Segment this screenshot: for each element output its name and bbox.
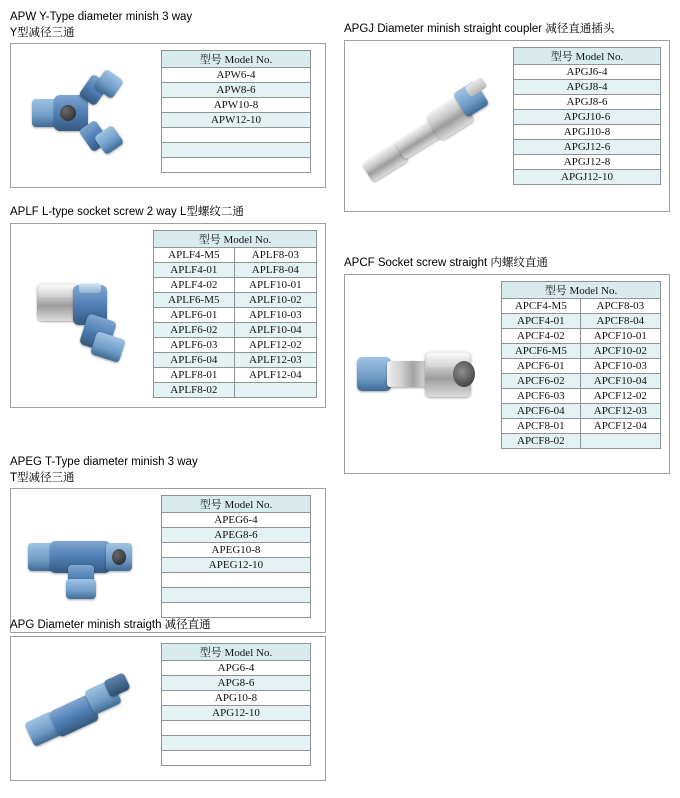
table-row: APLF4-02 APLF10-01 — [154, 278, 317, 293]
table-row: APGJ10-8 — [514, 125, 661, 140]
table-row — [162, 588, 311, 603]
fitting-thread-hole — [453, 361, 475, 387]
table-row: APGJ12-8 — [514, 155, 661, 170]
table-row: APGJ6-4 — [514, 65, 661, 80]
table-row: APLF8-02 — [154, 383, 317, 398]
table-row: APGJ8-6 — [514, 95, 661, 110]
table-row: APLF6-M5 APLF10-02 — [154, 293, 317, 308]
product-title-aplf: APLF L-type socket screw 2 way L型螺纹二通 — [10, 206, 244, 218]
product-image-apw — [11, 44, 161, 187]
product-image-apeg — [11, 489, 161, 632]
table-row — [162, 751, 311, 766]
fitting-collet-down — [66, 579, 96, 599]
product-title-apw: APW Y-Type diameter minish 3 way Y型减径三通 — [10, 11, 193, 39]
table-row: APW8-6 — [162, 83, 311, 98]
table-row: APGJ8-4 — [514, 80, 661, 95]
fitting-port-hole — [60, 105, 76, 121]
table-row: APGJ12-6 — [514, 140, 661, 155]
model-table-aplf — [153, 230, 317, 398]
table-row: APG10-8 — [162, 691, 311, 706]
table-header-row — [154, 231, 317, 248]
model-table-apg — [161, 643, 311, 766]
table-row: APLF4-M5 APLF8-03 — [154, 248, 317, 263]
table-row — [162, 721, 311, 736]
table-row — [162, 128, 311, 143]
table-row: APW10-8 — [162, 98, 311, 113]
fitting-hex-facet — [39, 285, 75, 297]
table-header-model: 型号 Model No. — [514, 48, 661, 65]
table-row: APCF6-03 APCF12-02 — [502, 389, 661, 404]
fitting-port-hole — [112, 549, 126, 565]
table-row: APCF6-01 APCF10-03 — [502, 359, 661, 374]
table-row: APW6-4 — [162, 68, 311, 83]
product-panel-apw — [10, 43, 326, 188]
product-panel-apeg — [10, 488, 326, 633]
product-image-apcf — [345, 275, 501, 473]
table-header-model: 型号 Model No. — [154, 231, 317, 248]
table-row: APLF6-03 APLF12-02 — [154, 338, 317, 353]
product-block-apg — [10, 618, 326, 781]
table-row — [162, 573, 311, 588]
table-row: APCF6-04 APCF12-03 — [502, 404, 661, 419]
product-block-apgj — [344, 22, 670, 212]
fitting-collet — [90, 330, 126, 362]
table-row: APCF6-M5 APCF10-02 — [502, 344, 661, 359]
table-row: APEG6-4 — [162, 513, 311, 528]
model-table-apw — [161, 50, 311, 173]
table-row — [162, 603, 311, 618]
table-header-row — [502, 282, 661, 299]
table-row: APLF6-04 APLF12-03 — [154, 353, 317, 368]
table-row: APLF6-02 APLF10-04 — [154, 323, 317, 338]
product-image-aplf — [11, 224, 153, 407]
product-image-apgj — [345, 41, 513, 211]
product-block-apcf — [344, 256, 670, 474]
table-header-model: 型号 Model No. — [502, 282, 661, 299]
product-image-apg — [11, 637, 161, 780]
table-header-model: 型号 Model No. — [162, 496, 311, 513]
table-header-row — [162, 644, 311, 661]
product-panel-apcf — [344, 274, 670, 474]
product-block-aplf — [10, 205, 326, 408]
product-panel-apg — [10, 636, 326, 781]
product-block-apeg — [10, 455, 326, 633]
table-row: APEG12-10 — [162, 558, 311, 573]
table-row — [162, 158, 311, 173]
table-row: APLF6-01 APLF10-03 — [154, 308, 317, 323]
table-row — [162, 736, 311, 751]
table-row: APGJ10-6 — [514, 110, 661, 125]
table-row: APLF8-01 APLF12-04 — [154, 368, 317, 383]
table-row — [162, 143, 311, 158]
product-panel-apgj — [344, 40, 670, 212]
product-title-apeg: APEG T-Type diameter minish 3 way T型减径三通 — [10, 456, 198, 484]
table-row: APG12-10 — [162, 706, 311, 721]
model-table-apgj — [513, 47, 661, 185]
table-header-row — [514, 48, 661, 65]
product-title-apg: APG Diameter minish straigth 减径直通 — [10, 619, 211, 631]
model-table-apeg — [161, 495, 311, 618]
table-row: APCF6-02 APCF10-04 — [502, 374, 661, 389]
table-row: APCF4-01 APCF8-04 — [502, 314, 661, 329]
table-header-row — [162, 496, 311, 513]
product-panel-aplf — [10, 223, 326, 408]
table-row: APCF4-02 APCF10-01 — [502, 329, 661, 344]
table-row: APCF4-M5 APCF8-03 — [502, 299, 661, 314]
table-header-model: 型号 Model No. — [162, 644, 311, 661]
table-row: APGJ12-10 — [514, 170, 661, 185]
fitting-release-ring — [79, 283, 101, 293]
table-row: APG8-6 — [162, 676, 311, 691]
table-row: APEG10-8 — [162, 543, 311, 558]
table-header-row — [162, 51, 311, 68]
product-block-apw — [10, 10, 326, 188]
fitting-collet — [357, 357, 391, 391]
table-row: APEG8-6 — [162, 528, 311, 543]
table-row: APW12-10 — [162, 113, 311, 128]
table-row: APCF8-01 APCF12-04 — [502, 419, 661, 434]
table-row: APG6-4 — [162, 661, 311, 676]
product-title-apcf: APCF Socket screw straight 内螺纹直通 — [344, 257, 548, 269]
fitting-barrel — [387, 361, 429, 387]
model-table-apcf — [501, 281, 661, 449]
table-header-model: 型号 Model No. — [162, 51, 311, 68]
product-title-apgj: APGJ Diameter minish straight coupler 减径直通插头 — [344, 23, 615, 35]
table-row: APCF8-02 — [502, 434, 661, 449]
table-row: APLF4-01 APLF8-04 — [154, 263, 317, 278]
